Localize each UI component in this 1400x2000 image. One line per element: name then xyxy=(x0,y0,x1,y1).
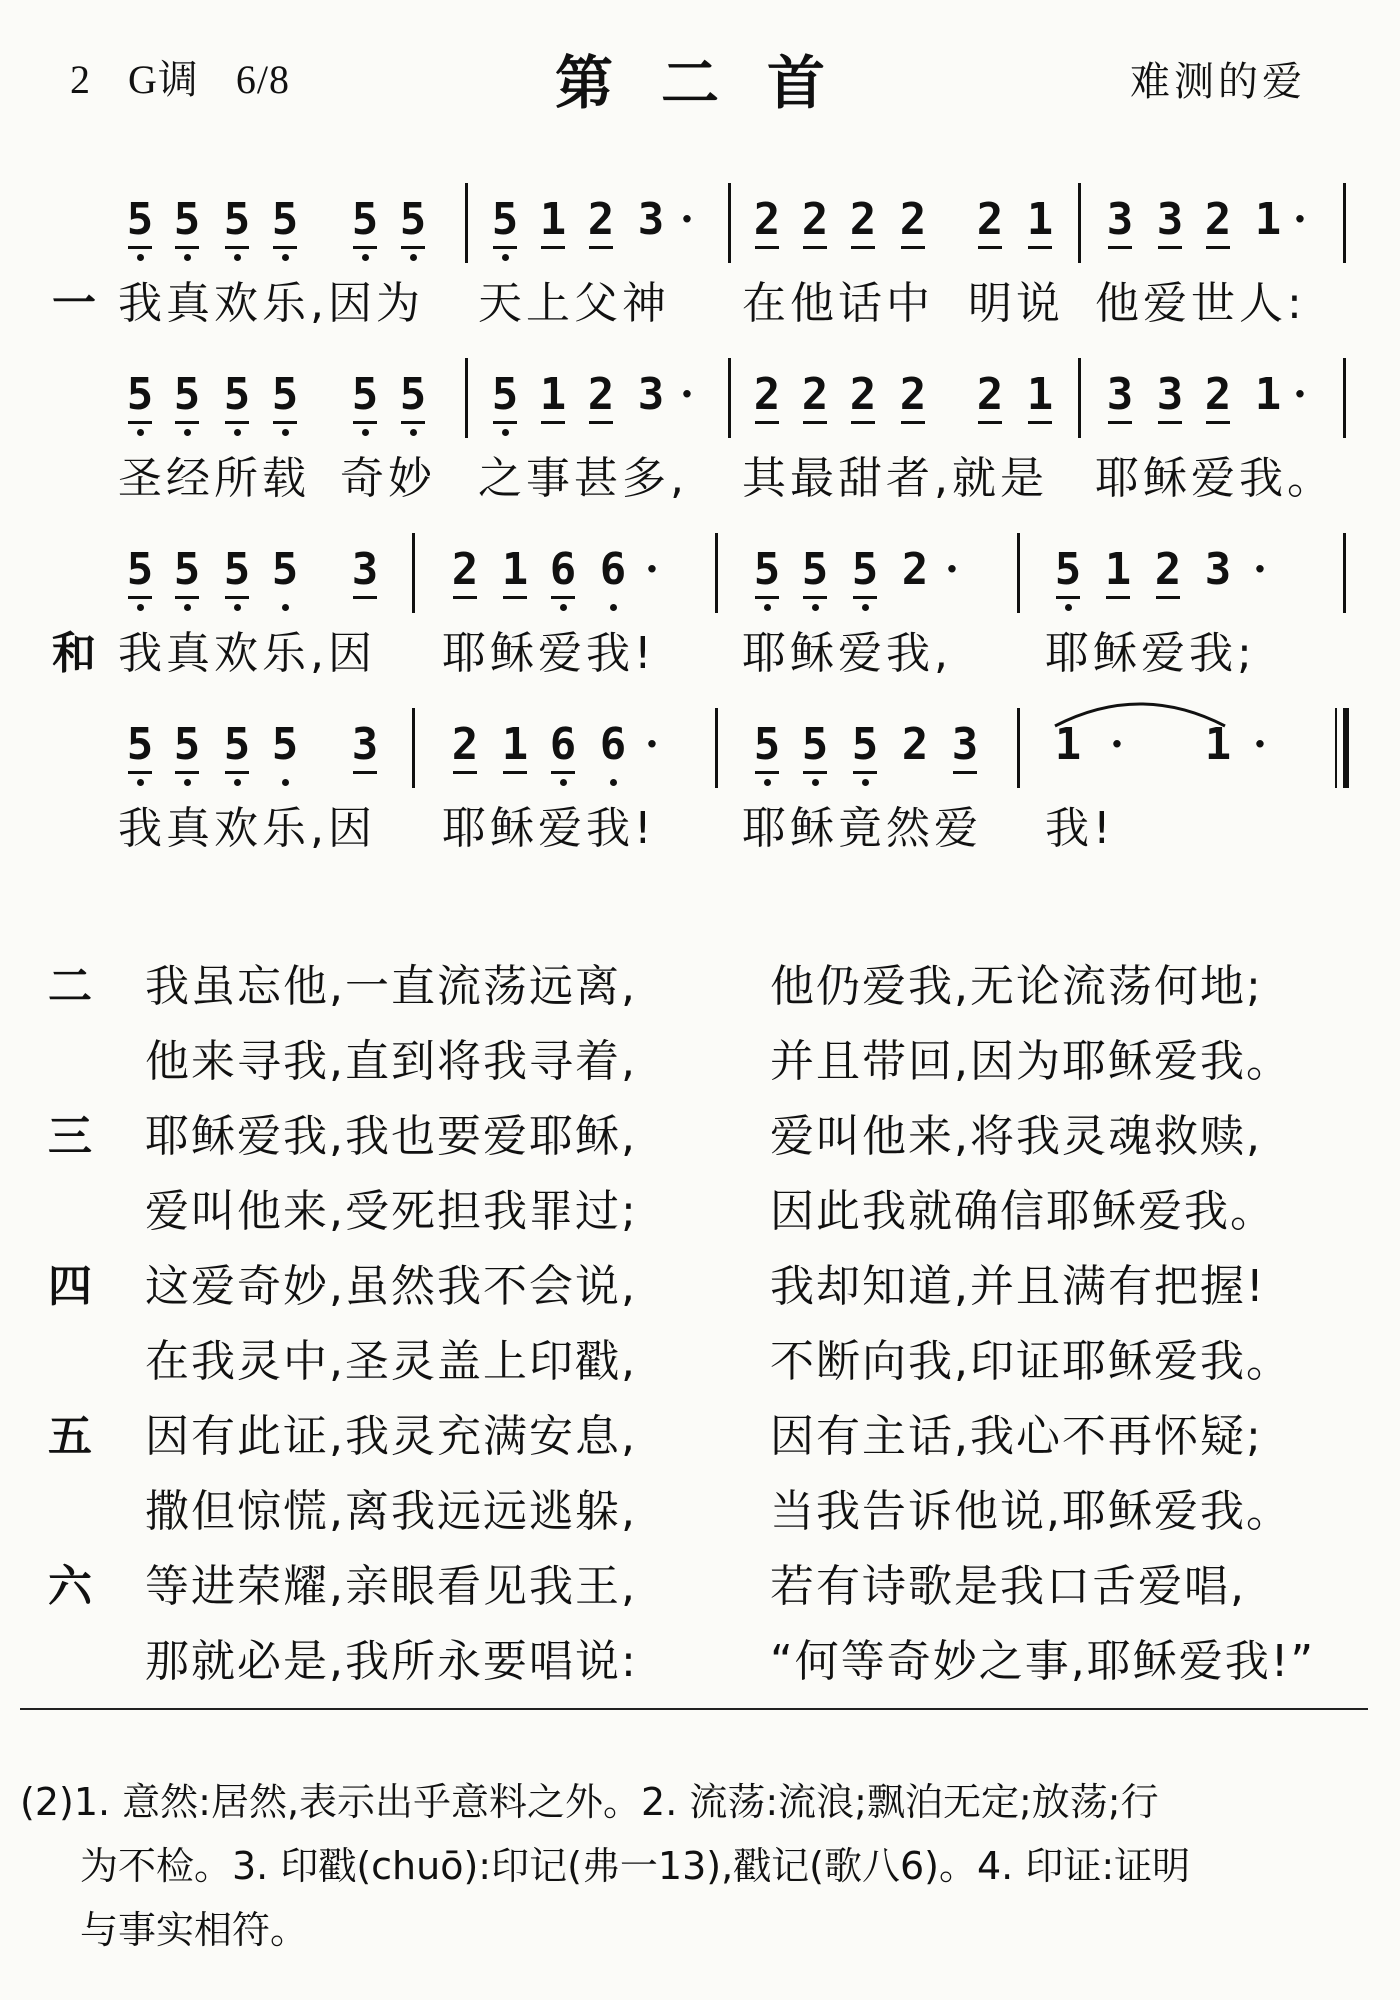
lyric: 其最甜者,就是 xyxy=(742,453,1048,504)
barline xyxy=(1017,533,1020,613)
note: 1 xyxy=(1104,544,1132,595)
score-line-1 xyxy=(0,195,1400,365)
page-title: 第二首 xyxy=(555,49,874,117)
verse-line: 他来寻我,直到将我寻着, xyxy=(145,1036,637,1087)
barline xyxy=(1078,183,1081,263)
note: 3 xyxy=(951,719,979,770)
dot: · xyxy=(1253,721,1267,768)
note: 2 xyxy=(587,369,615,420)
verse-line: “何等奇妙之事,耶稣爱我!” xyxy=(770,1636,1316,1687)
note: 5 xyxy=(125,370,155,420)
note: 5 xyxy=(398,195,428,245)
note: 2 xyxy=(976,369,1004,420)
note: 5 xyxy=(1053,545,1083,595)
verse-line: 他仍爱我,无论流荡何地; xyxy=(770,961,1263,1012)
verse-number: 六 xyxy=(48,1561,92,1612)
verse-line: 撒但惊慌,离我远远逃躲, xyxy=(145,1486,637,1537)
note: 6 xyxy=(548,720,578,770)
verse-line: 爱叫他来,将我灵魂救赎, xyxy=(770,1111,1262,1162)
hymn-meta xyxy=(70,48,316,105)
dot: · xyxy=(945,546,959,593)
lyric: 天上父神 xyxy=(478,278,670,329)
verse-3 xyxy=(0,1100,1400,1237)
lyric: 耶稣爱我; xyxy=(1045,628,1256,679)
barline xyxy=(715,708,718,788)
lyric: 圣经所载 xyxy=(118,453,310,504)
note: 5 xyxy=(270,370,300,420)
verse-line: 在我灵中,圣灵盖上印戳, xyxy=(145,1336,637,1387)
barline xyxy=(1343,183,1346,263)
note: 5 xyxy=(172,720,202,770)
verse-number: 五 xyxy=(48,1411,92,1462)
note: 3 xyxy=(1106,369,1134,420)
note: 3 xyxy=(1204,544,1232,595)
footnote-line: 为不检。3. 印戳(chuō):印记(弗一13),戳记(歌八6)。4. 印证:证明 xyxy=(80,1844,1191,1888)
note: 2 xyxy=(901,544,929,595)
final-barline-thin xyxy=(1335,708,1337,788)
barline xyxy=(465,183,468,263)
note: 5 xyxy=(172,370,202,420)
note: 5 xyxy=(850,720,880,770)
verse-line: 不断向我,印证耶稣爱我。 xyxy=(770,1336,1292,1387)
lyric: 奇妙 xyxy=(340,453,436,504)
verse-line: 我却知道,并且满有把握! xyxy=(770,1261,1266,1312)
note: 5 xyxy=(800,720,830,770)
note: 5 xyxy=(270,720,300,770)
lyric: 耶稣竟然爱 xyxy=(742,803,982,854)
final-barline-thick xyxy=(1343,708,1349,788)
hymn-key: G调 xyxy=(128,57,199,102)
note: 2 xyxy=(801,369,829,420)
note: 3 xyxy=(1156,194,1184,245)
note: 2 xyxy=(849,369,877,420)
score-line-3 xyxy=(0,545,1400,715)
verse-line: 当我告诉他说,耶稣爱我。 xyxy=(770,1486,1292,1537)
note: 1 xyxy=(501,719,529,770)
verse-line: 等进荣耀,亲眼看见我王, xyxy=(145,1561,637,1612)
hymn-time-signature: 6/8 xyxy=(235,57,291,102)
lyric: 耶稣爱我。 xyxy=(1095,453,1335,504)
chorus-label: 和 xyxy=(52,628,96,679)
lyric: 在他话中 xyxy=(742,278,934,329)
barline xyxy=(1078,358,1081,438)
note: 2 xyxy=(899,194,927,245)
lyric: 耶稣爱我, xyxy=(742,628,952,679)
lyric: 之事甚多, xyxy=(478,453,688,504)
score-line-4 xyxy=(0,720,1400,890)
note: 5 xyxy=(125,195,155,245)
note: 2 xyxy=(801,194,829,245)
lyric: 我真欢乐,因为 xyxy=(118,278,424,329)
barline xyxy=(412,708,415,788)
note: 2 xyxy=(451,719,479,770)
note: 3 xyxy=(1156,369,1184,420)
note: 2 xyxy=(1204,194,1232,245)
note: 5 xyxy=(172,195,202,245)
note: 5 xyxy=(490,370,520,420)
verse-number: 二 xyxy=(48,961,92,1012)
score-line-2 xyxy=(0,370,1400,540)
note: 5 xyxy=(222,720,252,770)
note: 2 xyxy=(849,194,877,245)
verse-number: 四 xyxy=(48,1261,92,1312)
note: 2 xyxy=(899,369,927,420)
note: 5 xyxy=(125,720,155,770)
barline xyxy=(715,533,718,613)
note: 1 xyxy=(1204,719,1232,770)
verse-4 xyxy=(0,1250,1400,1387)
note: 5 xyxy=(800,545,830,595)
note: 6 xyxy=(598,545,628,595)
note: 6 xyxy=(598,720,628,770)
footnote-line: (2)1. 意然:居然,表示出乎意料之外。2. 流荡:流浪;飘泊无定;放荡;行 xyxy=(20,1780,1159,1824)
note: 1 xyxy=(539,194,567,245)
barline xyxy=(728,358,731,438)
note: 1 xyxy=(501,544,529,595)
dot: · xyxy=(680,196,694,243)
verse-5 xyxy=(0,1400,1400,1537)
note: 5 xyxy=(752,720,782,770)
verse-line: 因此我就确信耶稣爱我。 xyxy=(770,1186,1276,1237)
lyric: 我! xyxy=(1045,803,1115,854)
lyric: 耶稣爱我! xyxy=(442,628,656,679)
note: 6 xyxy=(548,545,578,595)
note: 2 xyxy=(1204,369,1232,420)
note: 2 xyxy=(1154,544,1182,595)
note: 2 xyxy=(753,369,781,420)
hymn-number: 2 xyxy=(70,57,91,102)
note: 3 xyxy=(351,544,379,595)
note: 5 xyxy=(350,370,380,420)
barline xyxy=(1343,533,1346,613)
dot: · xyxy=(1293,196,1307,243)
note: 5 xyxy=(350,195,380,245)
note: 3 xyxy=(637,369,665,420)
verse-line: 并且带回,因为耶稣爱我。 xyxy=(770,1036,1292,1087)
footnote-divider xyxy=(20,1708,1368,1710)
barline xyxy=(1343,358,1346,438)
lyric: 我真欢乐,因 xyxy=(118,803,376,854)
dot: · xyxy=(645,721,659,768)
dot: · xyxy=(1293,371,1307,418)
note: 2 xyxy=(976,194,1004,245)
note: 5 xyxy=(222,545,252,595)
dot: · xyxy=(1110,721,1124,768)
barline xyxy=(1017,708,1020,788)
dot: · xyxy=(680,371,694,418)
barline xyxy=(465,358,468,438)
note: 5 xyxy=(270,545,300,595)
verse-line: 这爱奇妙,虽然我不会说, xyxy=(145,1261,637,1312)
verse-line: 那就必是,我所永要唱说: xyxy=(145,1636,638,1687)
lyric: 明说 xyxy=(968,278,1064,329)
note: 2 xyxy=(451,544,479,595)
note: 1 xyxy=(1054,719,1082,770)
barline xyxy=(728,183,731,263)
note: 1 xyxy=(1254,369,1282,420)
verse-6 xyxy=(0,1550,1400,1687)
barline xyxy=(412,533,415,613)
note: 1 xyxy=(1254,194,1282,245)
note: 5 xyxy=(125,545,155,595)
verse-number: 三 xyxy=(48,1111,92,1162)
note: 5 xyxy=(850,545,880,595)
note: 1 xyxy=(1026,194,1054,245)
lyric: 我真欢乐,因 xyxy=(118,628,376,679)
note: 5 xyxy=(270,195,300,245)
verse-line: 若有诗歌是我口舌爱唱, xyxy=(770,1561,1246,1612)
note: 1 xyxy=(1026,369,1054,420)
verse-line: 我虽忘他,一直流荡远离, xyxy=(145,961,637,1012)
verse-line: 爱叫他来,受死担我罪过; xyxy=(145,1186,638,1237)
lyric: 他爱世人: xyxy=(1095,278,1306,329)
note: 5 xyxy=(222,370,252,420)
note: 3 xyxy=(637,194,665,245)
verse-label: 一 xyxy=(52,278,96,329)
note: 1 xyxy=(539,369,567,420)
note: 3 xyxy=(1106,194,1134,245)
verse-line: 因有主话,我心不再怀疑; xyxy=(770,1411,1263,1462)
lyric: 耶稣爱我! xyxy=(442,803,656,854)
note: 2 xyxy=(587,194,615,245)
dot: · xyxy=(645,546,659,593)
note: 2 xyxy=(901,719,929,770)
note: 5 xyxy=(172,545,202,595)
verse-2 xyxy=(0,950,1400,1087)
note: 5 xyxy=(490,195,520,245)
hymn-subtitle: 难测的爱 xyxy=(1130,59,1306,105)
footnote-line: 与事实相符。 xyxy=(80,1908,309,1952)
verse-line: 因有此证,我灵充满安息, xyxy=(145,1411,637,1462)
dot: · xyxy=(1253,546,1267,593)
note: 3 xyxy=(351,719,379,770)
note: 5 xyxy=(752,545,782,595)
note: 5 xyxy=(398,370,428,420)
verse-line: 耶稣爱我,我也要爱耶稣, xyxy=(145,1111,637,1162)
note: 2 xyxy=(753,194,781,245)
note: 5 xyxy=(222,195,252,245)
